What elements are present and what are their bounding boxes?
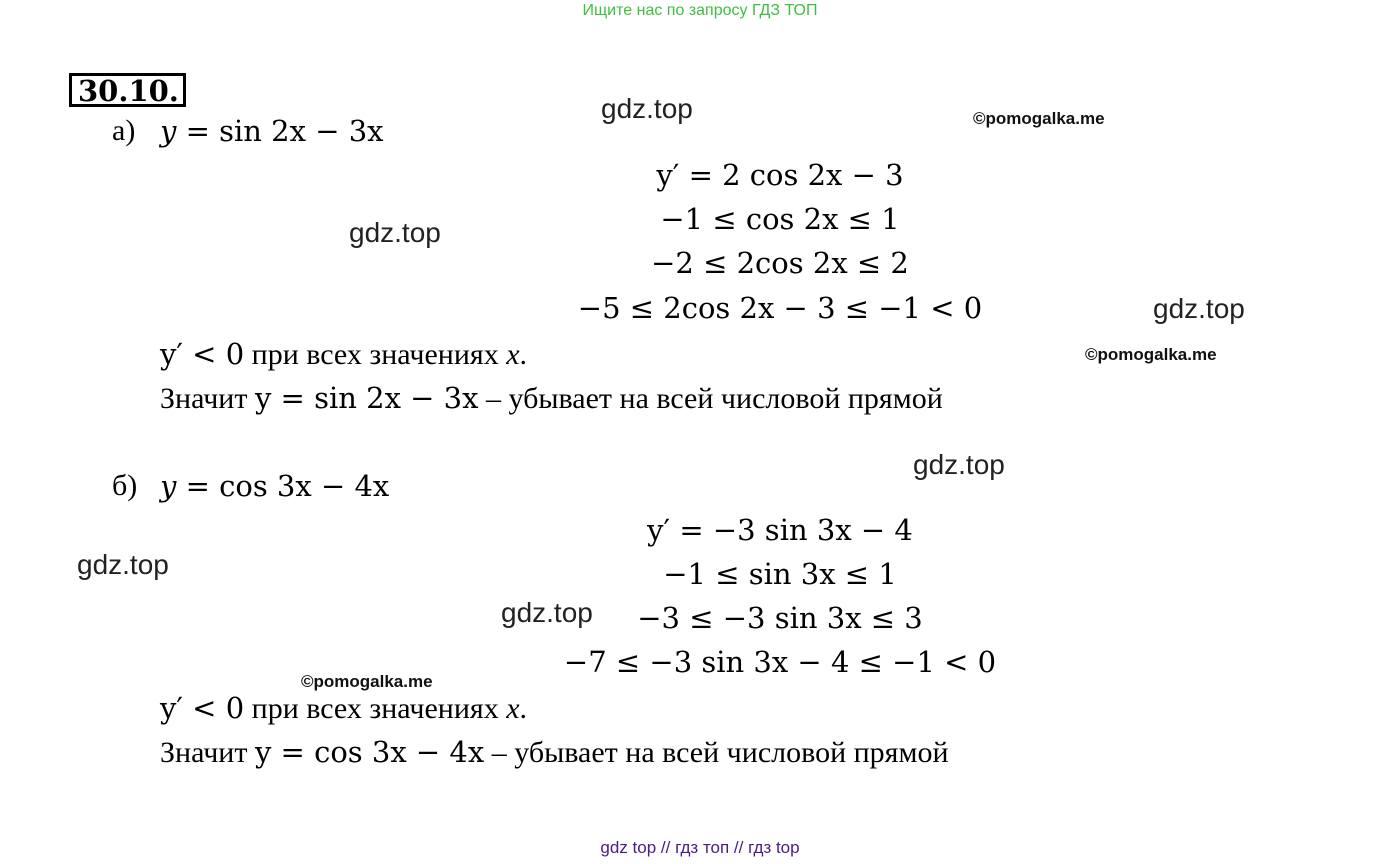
problem-number: 30.10. bbox=[69, 73, 186, 107]
pomogalka-watermark: ©pomogalka.me bbox=[1085, 345, 1217, 364]
part-b-final-math: y = cos 3x − 4x bbox=[254, 735, 485, 769]
part-a-final-suffix: – убывает на всей числовой прямой bbox=[478, 382, 943, 415]
part-b-step: −1 ≤ sin 3x ≤ 1 bbox=[663, 557, 897, 591]
part-a-function-var: y bbox=[160, 114, 177, 148]
gdz-watermark: gdz.top bbox=[1153, 293, 1245, 324]
footer-links: gdz top // гдз топ // гдз top bbox=[600, 838, 800, 857]
gdz-watermark: gdz.top bbox=[501, 597, 593, 628]
part-a-final-prefix: Значит bbox=[160, 382, 255, 415]
part-a-step: −5 ≤ 2cos 2x − 3 ≤ −1 < 0 bbox=[577, 291, 983, 325]
part-a-conclusion-math: y′ < 0 bbox=[160, 337, 245, 371]
gdz-watermark: gdz.top bbox=[77, 549, 169, 580]
part-b-conclusion-text: при всех значениях bbox=[244, 692, 507, 725]
part-b-conclusion-end: . bbox=[519, 692, 528, 725]
part-b-function bbox=[160, 469, 389, 503]
part-b-derivative: y′ = −3 sin 3x − 4 bbox=[647, 513, 913, 547]
part-b-final-prefix: Значит bbox=[160, 736, 255, 769]
search-banner: Ищите нас по запросу ГДЗ ТОП bbox=[582, 2, 818, 19]
part-a-final bbox=[160, 381, 943, 416]
part-a-conclusion-var: x bbox=[506, 338, 520, 371]
part-a-step: −1 ≤ cos 2x ≤ 1 bbox=[660, 202, 900, 236]
part-b-conclusion bbox=[160, 691, 527, 726]
part-b-function-var: y bbox=[160, 469, 177, 503]
part-b-final bbox=[160, 735, 949, 770]
gdz-watermark: gdz.top bbox=[601, 93, 693, 124]
pomogalka-watermark: ©pomogalka.me bbox=[301, 672, 433, 691]
part-a-step: −2 ≤ 2cos 2x ≤ 2 bbox=[651, 246, 909, 280]
pomogalka-watermark: ©pomogalka.me bbox=[973, 109, 1105, 128]
part-b-function-expr: = cos 3x − 4x bbox=[176, 469, 390, 503]
part-a-label: а) bbox=[112, 114, 136, 147]
part-b-conclusion-var: x bbox=[506, 692, 520, 725]
part-a-conclusion-end: . bbox=[519, 338, 528, 371]
gdz-watermark: gdz.top bbox=[349, 217, 441, 248]
part-a-conclusion bbox=[160, 337, 527, 372]
part-b-final-suffix: – убывает на всей числовой прямой bbox=[484, 736, 949, 769]
part-a-final-math: y = sin 2x − 3x bbox=[254, 381, 479, 415]
part-b-step: −3 ≤ −3 sin 3x ≤ 3 bbox=[637, 601, 923, 635]
part-b-conclusion-math: y′ < 0 bbox=[160, 691, 245, 725]
part-a-function bbox=[160, 114, 384, 148]
part-a-function-expr: = sin 2x − 3x bbox=[176, 114, 384, 148]
gdz-watermark: gdz.top bbox=[913, 449, 1005, 480]
part-b-label: б) bbox=[112, 469, 138, 502]
part-a-derivative: y′ = 2 cos 2x − 3 bbox=[656, 158, 904, 192]
part-a-conclusion-text: при всех значениях bbox=[244, 338, 507, 371]
part-b-step: −7 ≤ −3 sin 3x − 4 ≤ −1 < 0 bbox=[563, 645, 997, 679]
